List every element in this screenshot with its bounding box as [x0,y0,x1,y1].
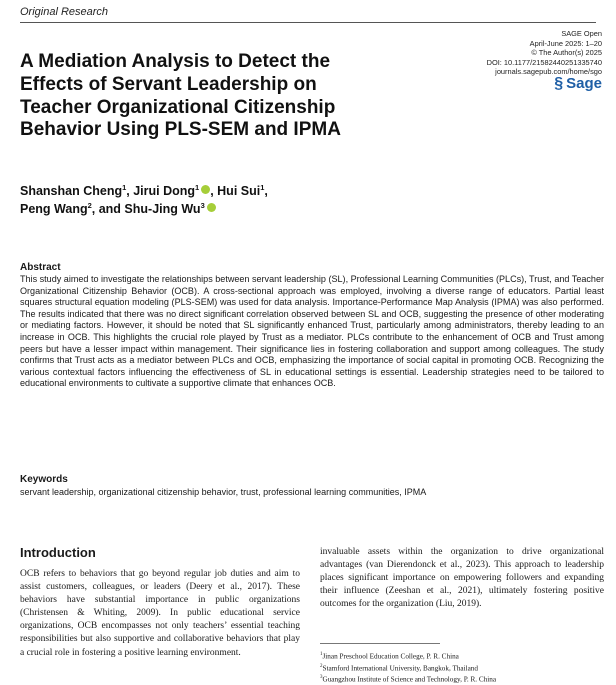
affiliation-number: 2 [320,663,323,669]
author-name: Shu-Jing Wu [124,202,201,216]
journal-issue: April-June 2025: 1–20 [529,38,602,48]
header-divider [20,22,596,23]
author-affiliation-number: 1 [195,182,200,192]
sage-s-icon: § [554,74,564,92]
author-4 [20,202,124,216]
affiliation-number: 3 [320,675,323,681]
author-3 [217,184,268,198]
introduction-left-column: OCB refers to behaviors that go beyond regular job duties and aim to assist customers, colleagues, or leaders (Deery et al., 2017). These behaviors have substantial importance in public organizations (Christensen & Whiting, 2009). In public educational service organizations, OCB encompasses not only teachers’ essential teaching responsibilities but also supportive and collaborative behaviors that play a crucial role in fostering a positive learning environment. [20,569,300,658]
introduction-heading: Introduction [20,545,96,560]
affiliation-text: Stamford International University, Bangkok, Thailand [322,663,478,672]
author-name: Peng Wang [20,202,88,216]
affiliation-text: Guangzhou Institute of Science and Technology, P. R. China [322,675,497,684]
sage-logo-text: Sage [566,74,602,92]
affiliations-list [320,650,604,685]
keywords-text: servant leadership, organizational citizenship behavior, trust, professional learning communities, IPMA [20,487,427,497]
author-affiliation-number: 3 [200,200,205,210]
affiliation-item [320,673,604,685]
affiliation-text: Jinan Preschool Education College, P. R. China [322,652,459,661]
doi-link[interactable]: DOI: 10.1177/21582440251335740 [486,57,602,67]
author-2 [133,184,217,198]
author-affiliation-number: 1 [260,182,265,192]
author-affiliation-number: 1 [122,182,127,192]
author-affiliation-number: 2 [87,200,92,210]
keywords-heading: Keywords [20,474,68,485]
abstract-heading: Abstract [20,262,61,273]
affiliation-item [320,650,604,662]
author-separator: , [264,184,268,198]
keywords-section [20,473,604,498]
affiliation-number: 1 [320,652,323,657]
orcid-icon[interactable] [207,203,216,212]
introduction-right-column: invaluable assets within the organization to drive organizational advantages (van Dierendonck et al., 2023). This approach to leadership places significant importance on empowering followers and expanding their influence (Zeeshan et al., 2021), ultimately fostering positive outcomes for the organization (Liu, 2019). [320,547,604,610]
author-list [20,182,360,218]
section-label: Original Research [20,6,109,18]
journal-url[interactable]: journals.sagepub.com/home/sgo [495,67,602,77]
author-1 [20,184,133,198]
author-name: Jirui Dong [133,184,196,198]
author-name: Hui Sui [217,184,261,198]
paper-title: A Mediation Analysis to Detect the Effects of Servant Leadership on Teacher Organizational Citizenship Behavior Using PLS-SEM and IPMA [20,51,341,141]
author-5 [124,202,215,216]
journal-meta [487,29,602,91]
affiliations-divider [320,643,440,644]
abstract-text: This study aimed to investigate the relationships between servant leadership (SL), Professional Learning Communities (PLCs), Trust, and Teacher Organizational Citizenship Behavior (OCB). A cross-sectional approach was employed, involving a diverse range of educators. Partial least squares structural equation modeling (PLS-SEM) was used for data analysis. Importance-Performance Map Analysis (IPMA) was also performed. The results indicated that there was no direct significant correlation observed between SL and OCB, suggesting the presence of other moderating or mediating factors. However, it should be noted that SL significantly enhanced Trust, particularly among administrators, thereby leading to an increase in OCB. This highlights the crucial role played by Trust as a mediator. PLCs contribute to the enhancement of OCB and Trust among peers but have a lesser impact within management. Their significance lies in fostering collaboration and support among colleagues. The study confirms that Trust acts as a mediator between PLCs and OCB, emphasizing the importance of social capital in promoting OCB. Recognizing the various contextual factors influencing the effectiveness of SL in educational settings is essential. Leadership strategies need to be tailored to educational environments to cultivate a supportive climate that enhances OCB. [20,274,604,389]
sage-logo[interactable] [554,74,602,92]
affiliation-item [320,662,604,674]
author-name: Shanshan Cheng [20,184,123,198]
author-separator: , and [91,202,125,216]
abstract-section [20,262,604,390]
author-separator: , [126,184,134,198]
copyright: © The Author(s) 2025 [531,48,602,58]
author-separator: , [210,184,218,198]
orcid-icon[interactable] [201,185,210,194]
journal-name: SAGE Open [561,29,602,38]
